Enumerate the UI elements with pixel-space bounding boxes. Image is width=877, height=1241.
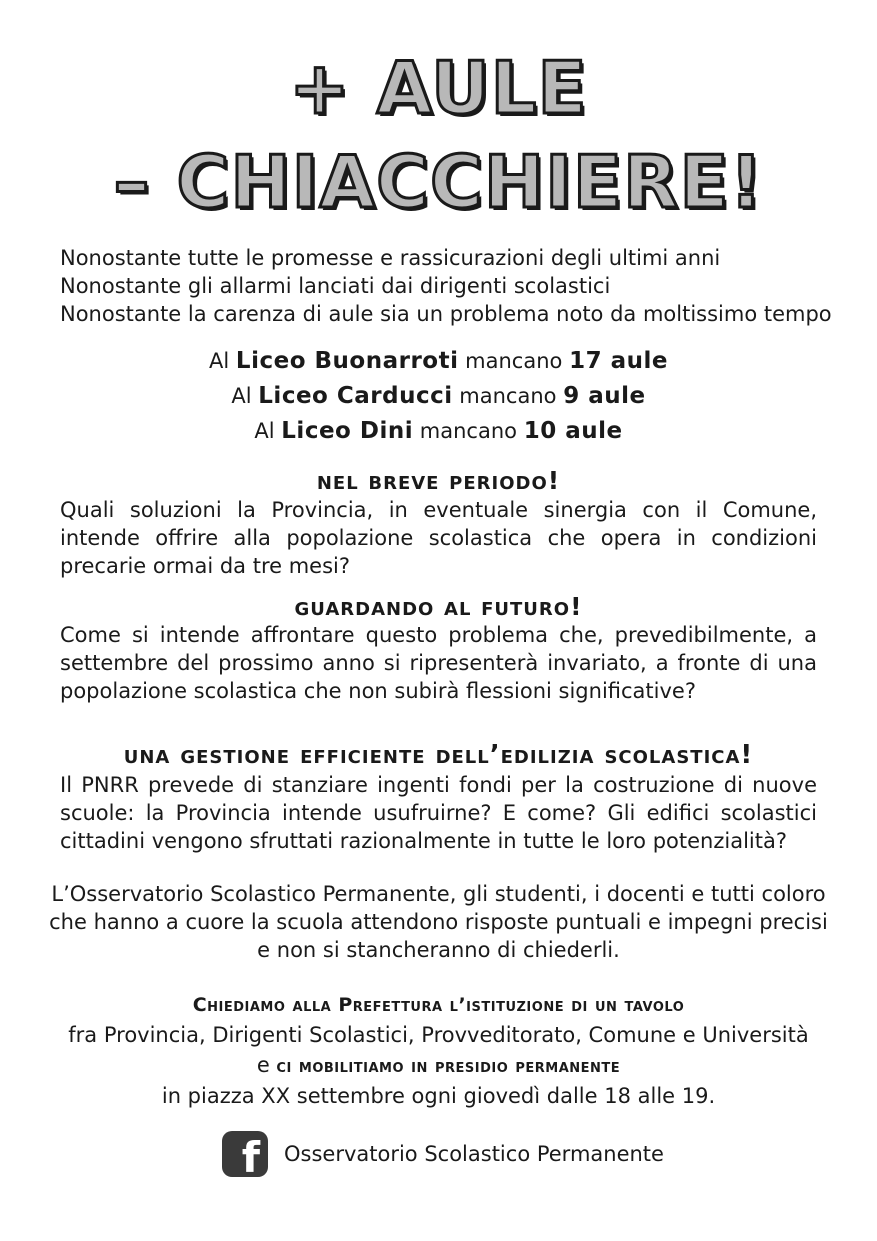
- call-mobilization: e ci mobilitiamo in presidio permanente: [256, 1053, 621, 1077]
- school-name: Liceo Carducci: [258, 383, 453, 409]
- missing-classrooms-list: [0, 344, 877, 449]
- headline-line-2: – CHIACCHIERE!: [113, 140, 764, 224]
- call-participants: fra Provincia, Dirigenti Scolastici, Provveditorato, Comune e Università: [68, 1023, 809, 1047]
- school-name: Liceo Buonarroti: [235, 348, 459, 374]
- closing-line: e non si stancheranno di chiederli.: [257, 938, 620, 962]
- section-text-future: Come si intende affrontare questo problema che, prevedibilmente, a settembre del prossimo anno si ripresenterà invariato, a fronte di una popolazione scolastica che non subirà flessioni significative?: [60, 623, 817, 703]
- call-to-action: [0, 990, 877, 1111]
- school-name: Liceo Dini: [281, 418, 414, 444]
- intro-list: [60, 244, 830, 328]
- call-request: Chiediamo alla Prefettura l’istituzione di un tavolo: [192, 994, 685, 1016]
- section-title-future: guardando al futuro!: [294, 592, 583, 621]
- section-title-building-management: una gestione efficiente dell’edilizia scolastica!: [123, 740, 754, 770]
- intro-line: Nonostante tutte le promesse e rassicurazioni degli ultimi anni: [60, 246, 721, 270]
- section-text-short-term: Quali soluzioni la Provincia, in eventuale sinergia con il Comune, intende offrire alla popolazione scolastica che opera in condizioni precarie ormai da tre mesi?: [60, 498, 817, 578]
- closing-line: L’Osservatorio Scolastico Permanente, gli studenti, i docenti e tutti coloro: [51, 882, 826, 906]
- intro-line: Nonostante gli allarmi lanciati dai dirigenti scolastici: [60, 274, 611, 298]
- stat-line-carducci: Al Liceo Carducci mancano 9 aule: [231, 383, 646, 409]
- intro-line: Nonostante la carenza di aule sia un problema noto da moltissimo tempo: [60, 302, 832, 326]
- classroom-count: 10 aule: [523, 418, 623, 444]
- closing-statement: [0, 880, 877, 964]
- facebook-footer: [222, 1131, 664, 1182]
- stat-line-buonarroti: Al Liceo Buonarroti mancano 17 aule: [209, 348, 668, 374]
- closing-line: che hanno a cuore la scuola attendono risposte puntuali e impegni precisi: [49, 910, 828, 934]
- classroom-count: 17 aule: [569, 348, 668, 374]
- facebook-page-name: Osservatorio Scolastico Permanente: [284, 1142, 664, 1166]
- call-location-time: in piazza XX settembre ogni giovedì dalle 18 alle 19.: [161, 1084, 716, 1108]
- stat-line-dini: Al Liceo Dini mancano 10 aule: [254, 418, 623, 444]
- section-text-building-management: Il PNRR prevede di stanziare ingenti fondi per la costruzione di nuove scuole: la Provincia intende usufruirne? E come? Gli edifici scolastici cittadini vengono sfruttati razionalmente in tutte le loro potenzialità?: [60, 773, 817, 853]
- headline-line-1: + AULE: [289, 46, 588, 130]
- section-title-short-term: nel breve periodo!: [316, 466, 561, 495]
- facebook-icon: f: [222, 1131, 268, 1177]
- classroom-count: 9 aule: [563, 383, 646, 409]
